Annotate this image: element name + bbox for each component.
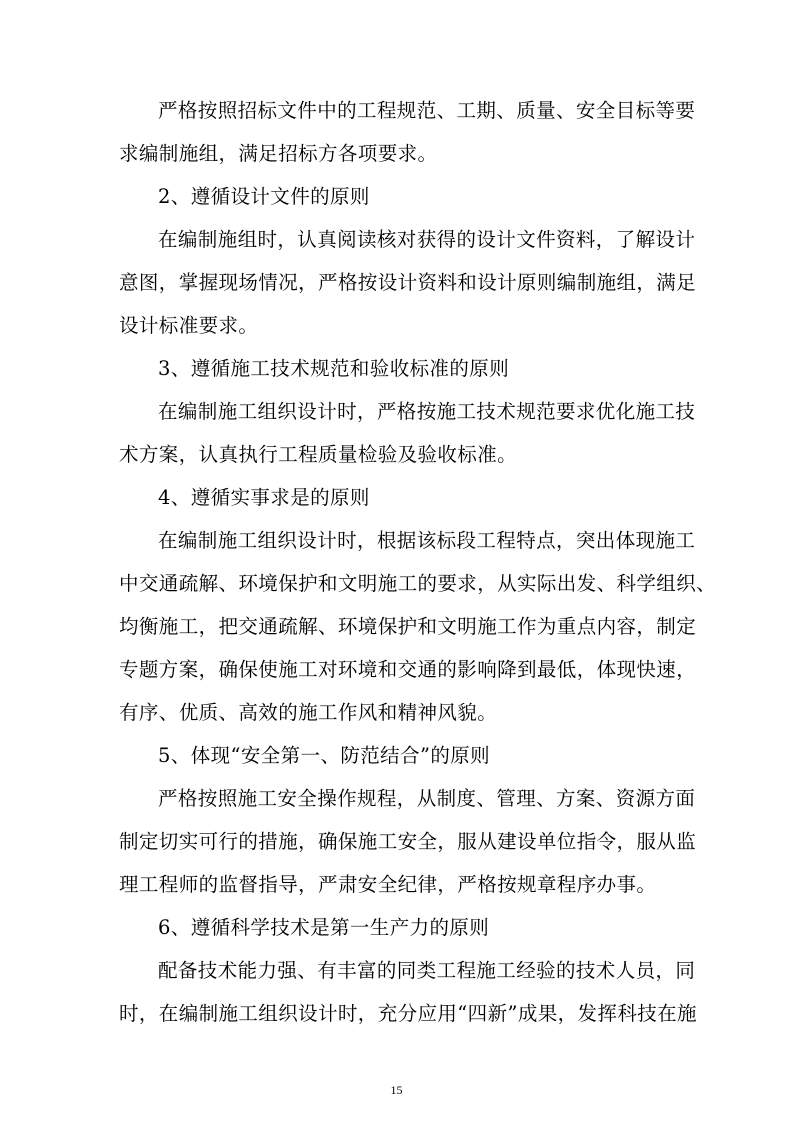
paragraph-line: 制定切实可行的措施，确保施工安全，服从建设单位指令，服从监: [119, 830, 697, 853]
section-heading: 2、遵循设计文件的原则: [158, 185, 370, 208]
paragraph-line: 在编制施工组织设计时，严格按施工技术规范要求优化施工技: [158, 400, 696, 423]
paragraph-line: 术方案，认真执行工程质量检验及验收标准。: [119, 443, 518, 466]
paragraph-line: 时，在编制施工组织设计时，充分应用“四新”成果，发挥科技在施: [119, 1002, 697, 1025]
paragraph-line: 有序、优质、高效的施工作风和精神风貌。: [119, 701, 498, 724]
paragraph-line: 严格按照施工安全操作规程，从制度、管理、方案、资源方面: [158, 787, 696, 810]
section-heading: 6、遵循科学技术是第一生产力的原则: [158, 916, 490, 939]
paragraph-line: 设计标准要求。: [119, 314, 259, 337]
paragraph-line: 在编制施组时，认真阅读核对获得的设计文件资料，了解设计: [158, 228, 696, 251]
paragraph-line: 求编制施组，满足招标方各项要求。: [119, 142, 438, 165]
section-heading: 3、遵循施工技术规范和验收标准的原则: [158, 357, 510, 380]
paragraph-line: 配备技术能力强、有丰富的同类工程施工经验的技术人员，同: [158, 959, 696, 982]
page-number: 15: [390, 1083, 403, 1097]
paragraph-line: 理工程师的监督指导，严肃安全纪律，严格按规章程序办事。: [119, 873, 657, 896]
section-heading: 4、遵循实事求是的原则: [158, 486, 370, 509]
section-heading: 5、体现“安全第一、防范结合”的原则: [158, 744, 491, 767]
paragraph-line: 在编制施工组织设计时，根据该标段工程特点，突出体现施工: [158, 529, 696, 552]
paragraph-line: 严格按照招标文件中的工程规范、工期、质量、安全目标等要: [158, 99, 696, 122]
paragraph-line: 意图，掌握现场情况，严格按设计资料和设计原则编制施组，满足: [119, 271, 697, 294]
paragraph-line: 中交通疏解、环境保护和文明施工的要求，从实际出发、科学组织、: [119, 572, 717, 595]
paragraph-line: 均衡施工，把交通疏解、环境保护和文明施工作为重点内容，制定: [119, 615, 697, 638]
paragraph-line: 专题方案，确保使施工对环境和交通的影响降到最低，体现快速，: [119, 658, 697, 681]
